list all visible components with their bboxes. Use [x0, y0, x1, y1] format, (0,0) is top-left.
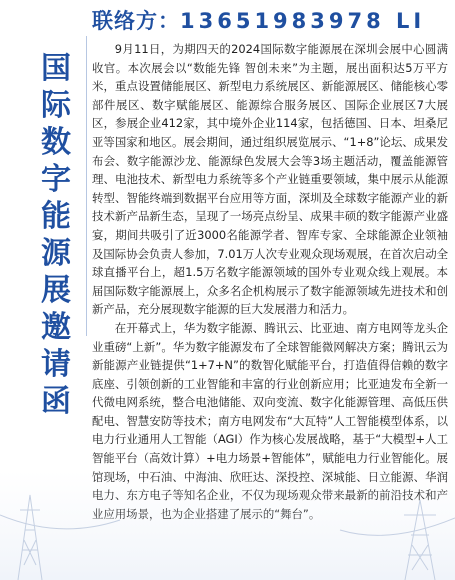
title-char: 展 — [41, 273, 71, 308]
title-char: 际 — [41, 88, 71, 123]
divider-line — [86, 36, 87, 336]
title-char: 邀 — [41, 310, 71, 345]
title-char: 请 — [41, 347, 71, 382]
title-char: 数 — [41, 125, 71, 160]
title-char: 字 — [41, 162, 71, 197]
contact-phone: 13651983978 LI — [180, 9, 426, 33]
contact-header — [92, 6, 452, 36]
title-char: 源 — [41, 236, 71, 271]
paragraph: 在开幕式上，华为数字能源、腾讯云、比亚迪、南方电网等龙头企业重磅“上新”。华为数字能源发布了全球智能微网解决方案；腾讯云为新能源产业链提供“1+7+N”的数智化赋能平台，打造值得信赖的数字底座、引领创新的工业智能和丰富的行业创新应用；比亚迪发布全新一代微电网系统，整合电池储能、双向变流、数字化能源管理、高低压供配电、智慧安防等技术；南方电网发布“大瓦特”人工智能模型体系，以电力行业通用人工智能（AGI）作为核心发展战略，基于“大模型+人工智能平台（高效计算）+电力场景+智能体”，赋能电力行业智能化。展馆现场，中石油、中海油、欣旺达、深投控、深城能、日立能源、华润电力、东方电子等知名企业，不仅为现场观众带来最新的前沿技术和产业应用场景，也为企业搭建了展示的“舞台”。 — [92, 320, 448, 521]
title-char: 国 — [41, 51, 71, 86]
article-body — [92, 40, 448, 523]
title-char: 能 — [41, 199, 71, 234]
vertical-title — [38, 50, 74, 420]
title-char: 函 — [41, 384, 71, 419]
contact-label: 联络方： — [92, 9, 180, 33]
paragraph: 9月11日，为期四天的2024国际数字能源展在深圳会展中心圆满收官。本次展会以“数能先锋 智创未来”为主题，展出面积达5万平方米，重点设置储能展区、新型电力系统展区、新能源展区、储能核心零部件展区、数字赋能展区、能源综合服务展区、国际企业展区7大展区，参展企业412家，其中境外企业114家，包括德国、日本、坦桑尼亚等国家和地区。展会期间，通过组织展览展示、“1+8”论坛、成果发布会、数字能源沙龙、能源绿色发展大会等3场主题活动，覆盖能源管理、电池技术、新型电力系统等多个产业链重要领域，集中展示从能源转型、智能终端到数据平台应用等方面，深圳及全球数字能源产业的新技术新产品新生态，呈现了一场亮点纷呈、成果丰硕的数字能源产业盛宴，期间共吸引了近3000名能源学者、智库专家、全球能源企业领袖及国际协会负责人参加，7.01万人次专业观众现场观展，在首次启动全球直播平台上，超1.5万名数字能源领域的国外专业观众线上观展。本届国际数字能源展上，众多名企机构展示了数字能源领域先进技术和创新产品，充分展现数字能源的巨大发展潜力和活力。 — [92, 42, 448, 317]
